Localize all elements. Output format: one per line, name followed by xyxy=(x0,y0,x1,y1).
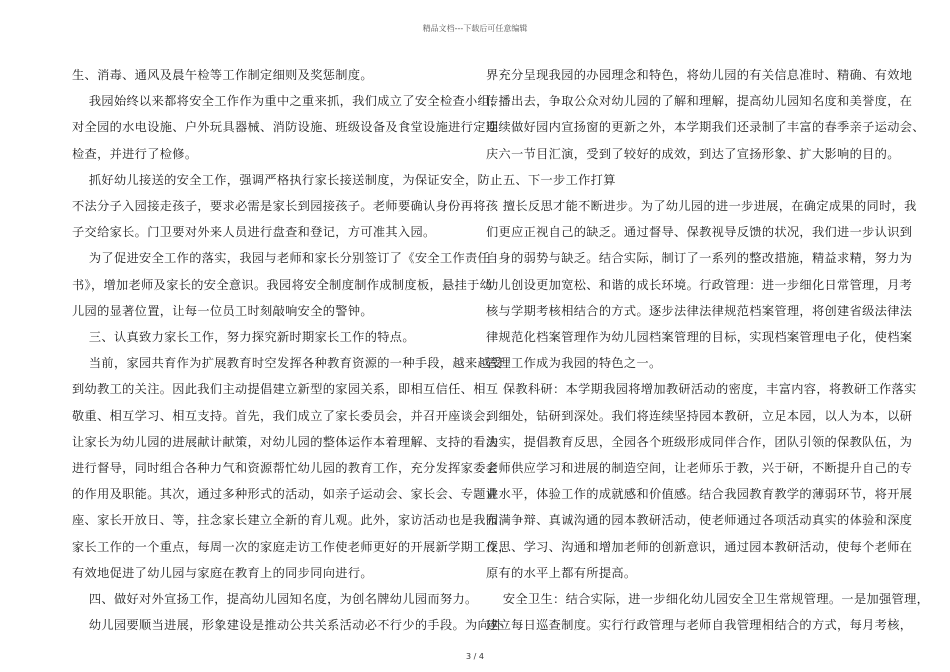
text-line: 自身的弱势与缺乏。结合实际，制订了一系列的整改措施，精益求精，努力为 xyxy=(486,251,913,266)
text-line: 管理工作成为我园的特色之一。 xyxy=(486,356,662,371)
text-line: 擅长反思才能不断进步。为了幼儿园的进一步进展，在确定成果的同时，我 xyxy=(486,199,917,214)
text-line: 布满争辩、真诚沟通的园本教研活动，使老师通过各项活动真实的体验和深度 xyxy=(486,513,913,528)
text-line: 生、消毒、通风及晨午检等工作制定细则及奖惩制度。 xyxy=(72,68,373,82)
text-line: 五、下一步工作打算 xyxy=(486,172,616,187)
text-line: 安全卫生：结合实际，进一步细化幼儿园安全卫生常规管理。一是加强管理， xyxy=(486,592,930,607)
text-line: 的作用及职能。其次，通过多种形式的活动，如亲子运动会、家长会、专题讲 xyxy=(72,487,499,502)
text-line: 敬重、相互学习、相互支持。首先，我们成立了家长委员会，并召开座谈会， xyxy=(72,408,499,423)
text-line: 核与学期考核相结合的方式。逐步法律法律规范档案管理，将创建省级法律法 xyxy=(486,303,913,318)
text-line: 儿园的显著位置，让每一位员工时刻敲响安全的警钟。 xyxy=(72,303,373,318)
text-line: 们更应正视自己的缺乏。通过督导、保教视导反馈的状况，我们进一步认识到 xyxy=(486,225,913,240)
text-line: 让家长为幼儿园的进展献计献策，对幼儿园的整体运作本着理解、支持的看法 xyxy=(72,434,499,449)
text-line: 幼儿园要顺当进展，形象建设是推动公共关系活动必不行少的手段。为向外 xyxy=(72,618,503,633)
text-line: 子交给家长。门卫要对外来人员进行盘查和登记，方可准其入园。 xyxy=(72,225,436,240)
text-line: 不法分子入园接走孩子，要求必需是家长到园接孩子。老师要确认身份再将孩 xyxy=(72,199,499,214)
text-line: 抓好幼儿接送的安全工作，强调严格执行家长接送制度，为保证安全，防止 xyxy=(72,172,503,187)
text-line: 反思、学习、沟通和增加老师的创新意识，通过园本教研活动，使每个老师在 xyxy=(486,539,913,554)
text-line: 四、做好对外宣扬工作，提高幼儿园知名度，为创名牌幼儿园而努力。 xyxy=(72,592,478,607)
text-line: 家长工作的一个重点，每周一次的家庭走访工作使老师更好的开展新学期工作， xyxy=(72,539,511,554)
text-line: 到细处，钻研到深处。我们将连续坚持园本教研，立足本园，以人为本，以研 xyxy=(486,408,913,423)
text-line: 当前，家园共育作为扩展教育时空发挥各种教育资源的一种手段，越来越受 xyxy=(72,356,503,371)
text-line: 原有的水平上都有所提高。 xyxy=(486,565,637,580)
text-line: 检查，并进行了检修。 xyxy=(72,146,198,161)
text-line: 界充分呈现我园的办园理念和特色，将幼儿园的有关信息准时、精确、有效地 xyxy=(486,68,913,82)
text-line: 座、家长开放日、等，拄念家长建立全新的育儿观。此外，家访活动也是我园 xyxy=(72,513,499,528)
text-line: 我园始终以来都将安全工作作为重中之重来抓，我们成立了安全检查小组， xyxy=(72,94,503,109)
page-header: 精品文档---下载后可任意编辑 xyxy=(422,24,528,33)
text-line: 有效地促进了幼儿园与家庭在教育上的同步同向进行。 xyxy=(72,565,373,580)
page-number: 3 / 4 xyxy=(466,652,484,661)
text-line: 为实，提倡教育反思，全园各个班级形成同伴合作，团队引领的保教队伍，为 xyxy=(486,434,913,449)
text-line: 书》，增加老师及家长的安全意识。我园将安全制度制作成制度板，悬挂于幼 xyxy=(72,277,493,292)
left-column xyxy=(72,62,511,638)
text-line: 进行督导，同时组合各种力气和资源帮忙幼儿园的教育工作，充分发挥家委会 xyxy=(72,461,499,476)
text-line: 建立每日巡查制度。实行行政管理与老师自我管理相结合的方式，每月考核， xyxy=(486,618,913,633)
text-line: 业水平，体验工作的成就感和价值感。结合我园教育教学的薄弱环节，将开展 xyxy=(486,487,913,502)
text-line: 到幼教工的关注。因此我们主动提倡建立新型的家园关系，即相互信任、相互 xyxy=(72,382,499,397)
text-line: 老师供应学习和进展的制造空间，让老师乐于教，兴于研，不断提升自己的专 xyxy=(486,461,913,476)
text-line: 对全园的水电设施、户外玩具器械、消防设施、班级设备及食堂设施进行定期 xyxy=(72,120,499,135)
text-line: 为了促进安全工作的落实，我园与老师和家长分别签订了《安全工作责任 xyxy=(72,251,491,266)
text-line: 律规范化档案管理作为幼儿园档案管理的目标，实现档案管理电子化，使档案 xyxy=(486,330,913,345)
text-line: 保教科研：本学期我园将增加教研活动的密度，丰富内容，将教研工作落实 xyxy=(486,382,917,397)
text-line: 幼儿创设更加宽松、和谐的成长环境。行政管理：进一步细化日常管理，月考 xyxy=(486,277,913,292)
right-column xyxy=(486,62,930,638)
text-line: 庆六一节目汇演，受到了较好的成效，到达了宣扬形象、扩大影响的目的。 xyxy=(486,146,900,161)
text-line: 连续做好园内宣扬窗的更新之外，本学期我们还录制了丰富的春季亲子运动会、 xyxy=(486,120,925,135)
text-line: 传播出去，争取公众对幼儿园的了解和理解，提高幼儿园知名度和美誉度，在 xyxy=(486,94,913,109)
text-line: 三、认真致力家长工作，努力探究新时期家长工作的特点。 xyxy=(72,330,415,345)
